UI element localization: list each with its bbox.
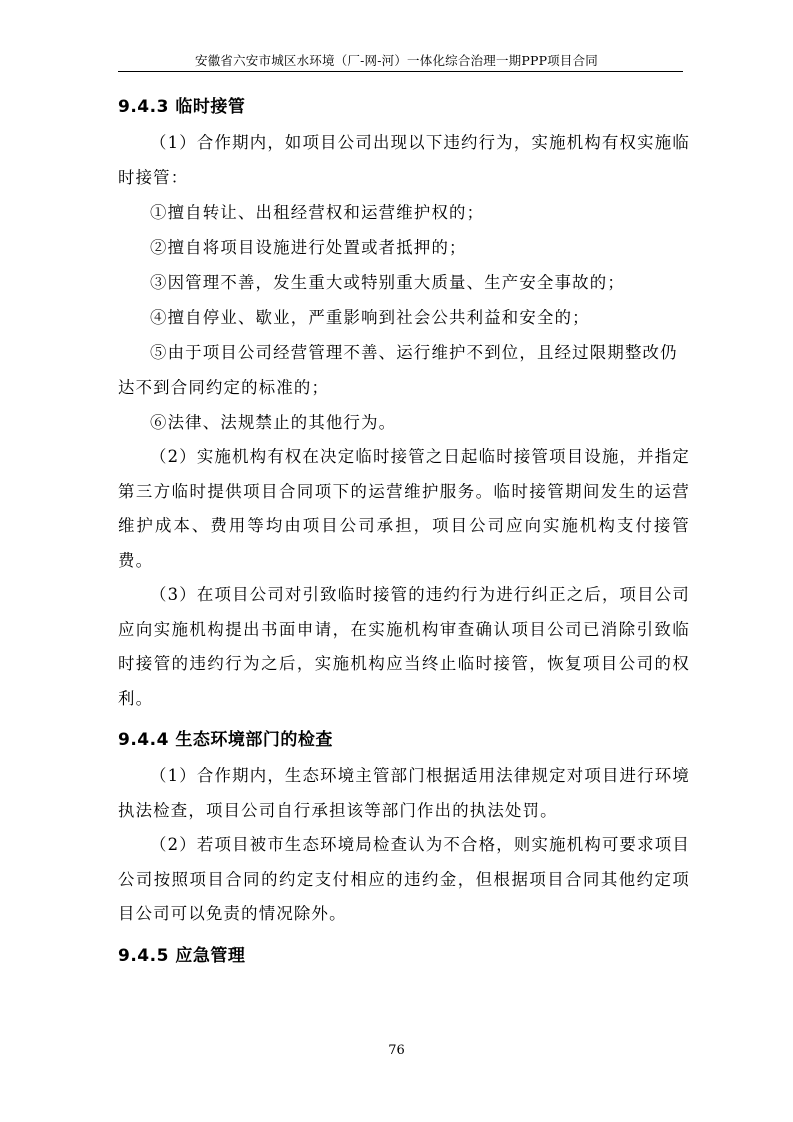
list-item: ⑤由于项目公司经营管理不善、运行维护不到位，且经过限期整改仍达不到合同约定的标准的；	[118, 343, 678, 397]
list-item: ③因管理不善，发生重大或特别重大质量、生产安全事故的；	[150, 273, 625, 292]
paragraph: （1）合作期内，生态环境主管部门根据适用法律规定对项目进行环境执法检查，项目公司自行承担该等部门作出的执法处罚。	[118, 766, 690, 820]
list-item: ①擅自转让、出租经营权和运营维护权的；	[150, 203, 485, 222]
paragraph: （1）合作期内，如项目公司出现以下违约行为，实施机构有权实施临时接管：	[118, 133, 690, 187]
section-heading-9-4-5: 9.4.5 应急管理	[118, 945, 246, 966]
section-heading-9-4-3: 9.4.3 临时接管	[118, 97, 246, 117]
header-divider	[118, 71, 683, 72]
page-header: 安徽省六安市城区水环境（厂-网-河）一体化综合治理一期PPP项目合同	[195, 53, 598, 68]
paragraph: （2）实施机构有权在决定临时接管之日起临时接管项目设施，并指定第三方临时提供项目合同项下的运营维护服务。临时接管期间发生的运营维护成本、费用等均由项目公司承担，项目公司应向实施机构支付接管费。	[118, 447, 690, 570]
list-item: ⑥法律、法规禁止的其他行为。	[150, 413, 397, 432]
list-item: ④擅自停业、歇业，严重影响到社会公共利益和安全的；	[150, 308, 590, 327]
list-item: ②擅自将项目设施进行处置或者抵押的；	[150, 238, 467, 257]
page-number: 76	[388, 1043, 405, 1058]
document-body	[118, 91, 690, 972]
paragraph: （2）若项目被市生态环境局检查认为不合格，则实施机构可要求项目公司按照项目合同的约定支付相应的违约金，但根据项目合同其他约定项目公司可以免责的情况除外。	[118, 835, 690, 923]
section-heading-9-4-4: 9.4.4 生态环境部门的检查	[118, 730, 333, 750]
paragraph: （3）在项目公司对引致临时接管的违约行为进行纠正之后，项目公司应向实施机构提出书面申请，在实施机构审查确认项目公司已消除引致临时接管的违约行为之后，实施机构应当终止临时接管，恢复项目公司的权利。	[118, 585, 690, 708]
